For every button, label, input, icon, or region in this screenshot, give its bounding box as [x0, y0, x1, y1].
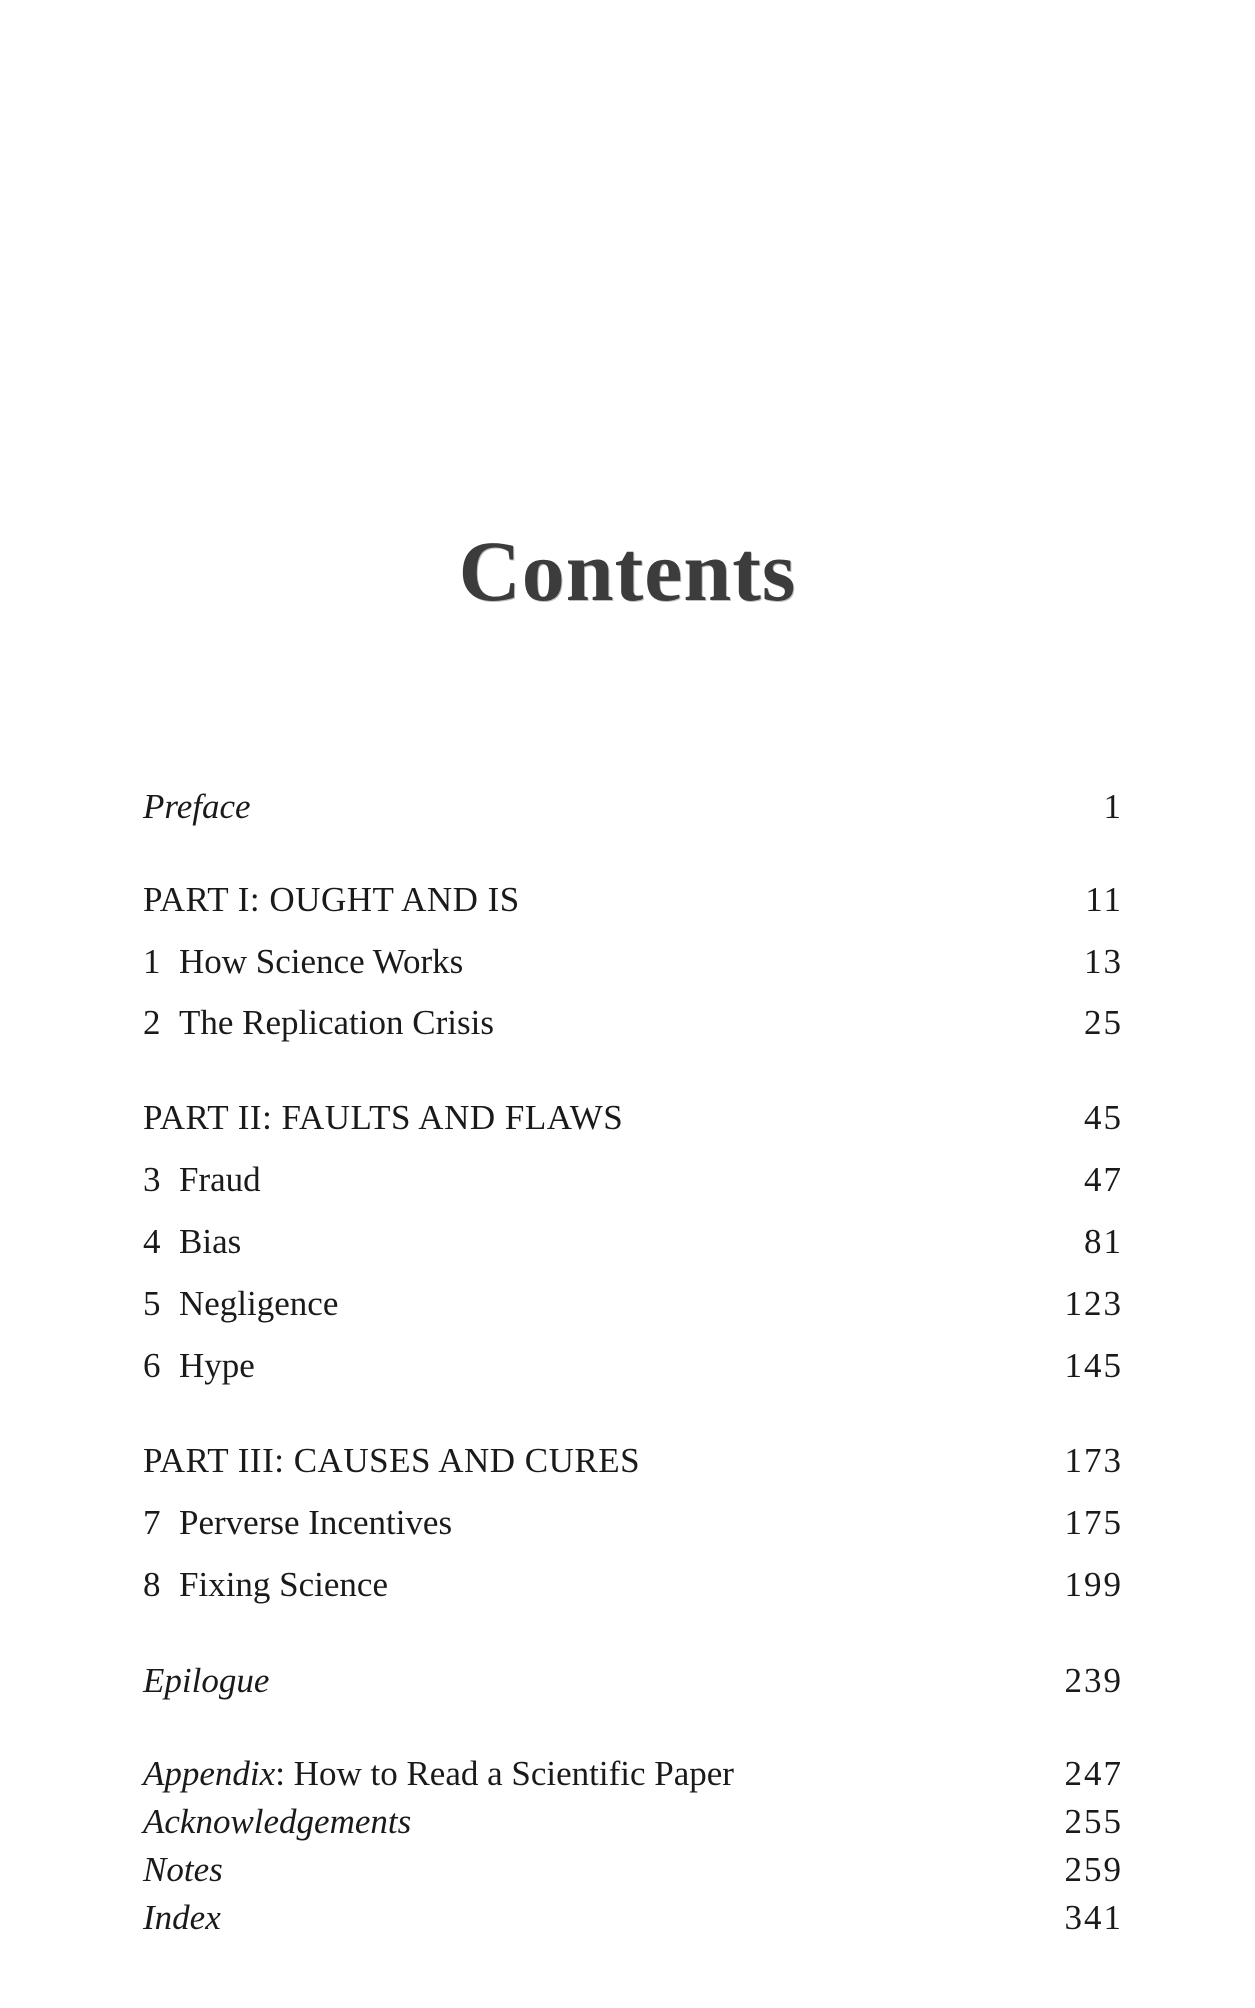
toc-chapter-4[interactable] — [143, 1220, 1123, 1264]
toc-entry-page: 45 — [1084, 1098, 1123, 1137]
toc-chapter-8[interactable] — [143, 1563, 1123, 1607]
chapter-number: 5 — [143, 1284, 161, 1323]
toc-entry-page: 13 — [1084, 942, 1123, 981]
toc-entry-label — [143, 1501, 452, 1545]
page-title: Contents — [458, 522, 797, 619]
toc-entry-page: 247 — [1064, 1754, 1123, 1793]
toc-entry-label — [143, 1563, 388, 1607]
chapter-number: 4 — [143, 1222, 161, 1261]
toc-entry-page: 255 — [1064, 1802, 1123, 1841]
toc-entry-page: 145 — [1064, 1346, 1123, 1385]
toc-entry-preface[interactable] — [143, 785, 1123, 829]
toc-part-1[interactable] — [143, 878, 1123, 922]
appendix-prefix: Appendix — [143, 1754, 276, 1793]
toc-entry-label — [143, 1220, 241, 1264]
toc-part-3[interactable] — [143, 1439, 1123, 1483]
toc-part-label: PART III: CAUSES AND CURES — [143, 1441, 641, 1480]
toc-entry-label: Index — [143, 1898, 221, 1937]
toc-entry-label — [143, 1344, 255, 1388]
toc-entry-label — [143, 1158, 261, 1202]
toc-entry-page: 239 — [1064, 1661, 1123, 1700]
toc-entry-page: 81 — [1084, 1222, 1123, 1261]
toc-entry-page: 25 — [1084, 1003, 1123, 1042]
toc-entry-label: Preface — [143, 787, 251, 826]
chapter-number: 2 — [143, 1003, 161, 1042]
chapter-number: 8 — [143, 1565, 161, 1604]
toc-entry-page: 123 — [1064, 1284, 1123, 1323]
toc-part-label: PART I: OUGHT AND IS — [143, 880, 520, 919]
toc-entry-label — [143, 1001, 494, 1045]
toc-entry-page: 199 — [1064, 1565, 1123, 1604]
toc-entry-page: 1 — [1103, 787, 1123, 826]
toc-chapter-2[interactable] — [143, 1001, 1123, 1045]
appendix-title: : How to Read a Scientific Paper — [275, 1754, 734, 1793]
toc-entry-label — [143, 1282, 338, 1326]
toc-entry-notes[interactable] — [143, 1848, 1123, 1892]
toc-entry-index[interactable] — [143, 1896, 1123, 1940]
toc-entry-label: Notes — [143, 1850, 223, 1889]
toc-chapter-5[interactable] — [143, 1282, 1123, 1326]
toc-chapter-7[interactable] — [143, 1501, 1123, 1545]
toc-chapter-6[interactable] — [143, 1344, 1123, 1388]
toc-entry-label: Epilogue — [143, 1661, 270, 1700]
chapter-number: 1 — [143, 942, 161, 981]
chapter-title: Fraud — [179, 1160, 261, 1199]
chapter-number: 7 — [143, 1503, 161, 1542]
toc-entry-page: 341 — [1064, 1898, 1123, 1937]
toc-entry-appendix[interactable] — [143, 1752, 1123, 1796]
chapter-title: Hype — [179, 1346, 255, 1385]
chapter-title: Perverse Incentives — [179, 1503, 453, 1542]
toc-entry-label — [143, 1752, 734, 1796]
toc-part-2[interactable] — [143, 1096, 1123, 1140]
chapter-title: Fixing Science — [179, 1565, 388, 1604]
chapter-title: Negligence — [179, 1284, 339, 1323]
toc-entry-page: 175 — [1064, 1503, 1123, 1542]
toc-entry-page: 259 — [1064, 1850, 1123, 1889]
chapter-number: 6 — [143, 1346, 161, 1385]
toc-entry-epilogue[interactable] — [143, 1659, 1123, 1703]
chapter-title: The Replication Crisis — [179, 1003, 494, 1042]
toc-entry-page: 11 — [1085, 880, 1123, 919]
toc-entry-page: 47 — [1084, 1160, 1123, 1199]
toc-entry-page: 173 — [1064, 1441, 1123, 1480]
toc-entry-acknowledgements[interactable] — [143, 1800, 1123, 1844]
chapter-title: How Science Works — [179, 942, 464, 981]
toc-entry-label: Acknowledgements — [143, 1802, 412, 1841]
chapter-title: Bias — [179, 1222, 242, 1261]
toc-chapter-3[interactable] — [143, 1158, 1123, 1202]
toc-entry-label — [143, 940, 463, 984]
toc-part-label: PART II: FAULTS AND FLAWS — [143, 1098, 624, 1137]
toc-chapter-1[interactable] — [143, 940, 1123, 984]
chapter-number: 3 — [143, 1160, 161, 1199]
